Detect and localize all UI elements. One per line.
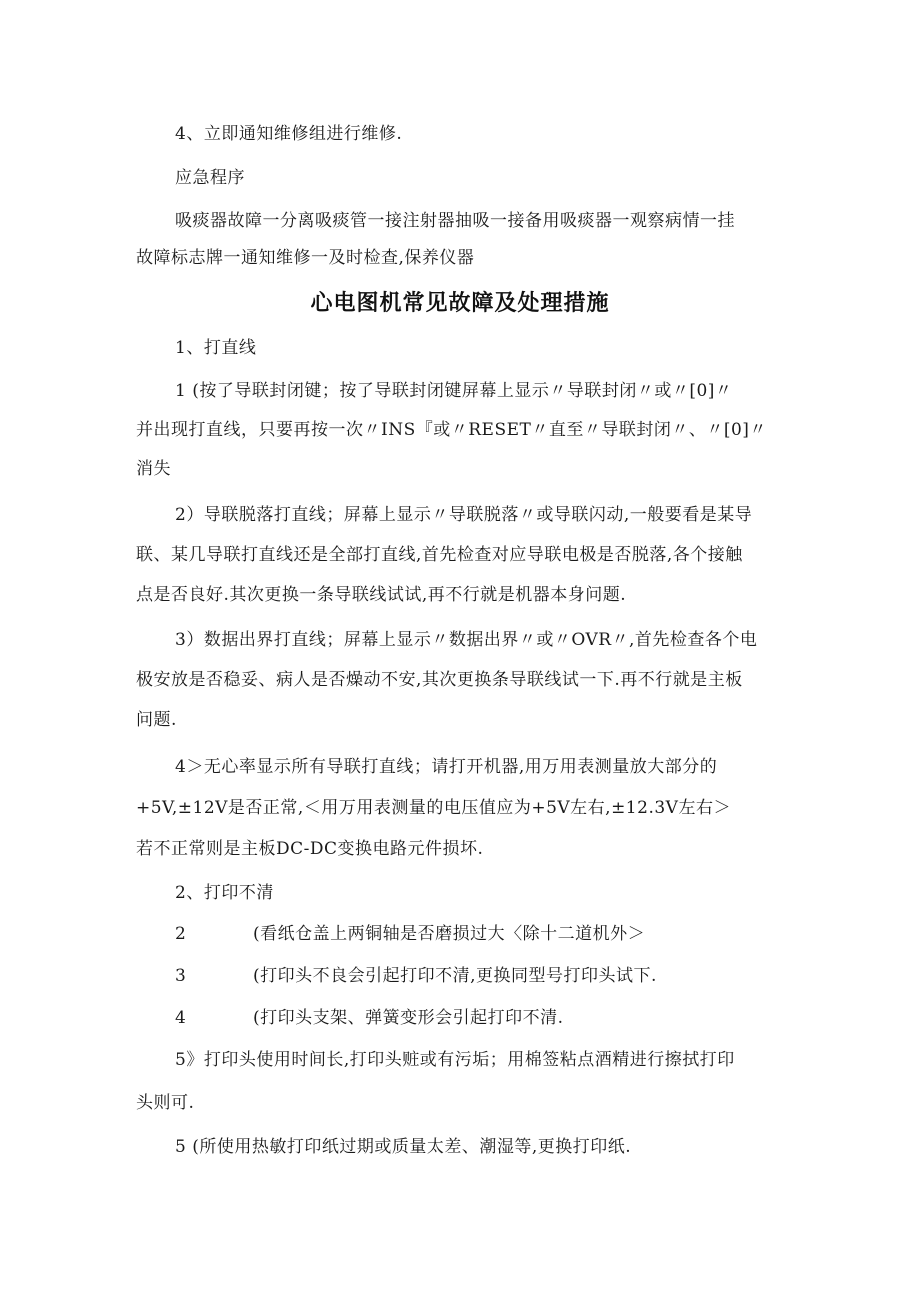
part-1-item-2-line-3: 点是否良好.其次更换一条导联线试试,再不行就是机器本身问题. [136, 585, 627, 605]
part-2-heading: 2、打印不清 [175, 883, 274, 903]
part-2-item-3 [175, 964, 657, 988]
part-1-item-3-line-3: 问题. [136, 710, 177, 730]
procedure-flow-line-1: 吸痰器故障一分离吸痰管一接注射器抽吸一接备用吸痰器一观察病情一挂 [175, 211, 735, 231]
part-1-item-1-line-1: 1 (按了导联封闭键；按了导联封闭键屏幕上显示〃导联封闭〃或〃[0]〃 [175, 381, 733, 401]
part-2-item-5a-line-1: 5》打印头使用时间长,打印头赃或有污垢；用棉签粘点酒精进行擦拭打印 [175, 1050, 735, 1070]
part-1-item-4-line-1: 4＞无心率显示所有导联打直线；请打开机器,用万用表测量放大部分的 [175, 757, 718, 777]
part-2-item-4-text: (打印头支架、弹簧变形会引起打印不清. [253, 1008, 564, 1028]
part-1-item-3-line-2: 极安放是否稳妥、病人是否燥动不安,其次更换条导联线试一下.再不行就是主板 [136, 670, 743, 690]
part-1-heading: 1、打直线 [175, 338, 257, 358]
part-2-item-2 [175, 922, 645, 946]
procedure-flow-line-2: 故障标志牌一通知维修一及时检查,保养仪器 [136, 248, 475, 268]
part-2-item-2-text: (看纸仓盖上两铜轴是否磨损过大〈除十二道机外＞ [253, 924, 646, 944]
part-1-item-4-line-2: +5V,±12V是否正常,＜用万用表测量的电压值应为+5V左右,±12.3V左右＞ [136, 798, 731, 818]
step-4-notify-repair: 4、立即通知维修组进行维修. [175, 124, 403, 144]
part-1-item-4-line-3: 若不正常则是主板DC-DC变换电路元件损坏. [136, 839, 484, 859]
part-2-item-3-number: 3 [175, 966, 187, 986]
part-1-item-1-line-3: 消失 [136, 459, 171, 479]
part-2-item-5b: 5 (所使用热敏打印纸过期或质量太差、潮湿等,更换打印纸. [175, 1137, 632, 1157]
part-1-item-2-line-2: 联、某几导联打直线还是全部打直线,首先检查对应导联电极是否脱落,各个接触 [136, 545, 743, 565]
part-1-item-1-line-2: 并出现打直线，只要再按一次〃INS『或〃RESET〃直至〃导联封闭〃、〃[0]〃 [136, 420, 767, 440]
part-2-item-4 [175, 1006, 564, 1030]
emergency-procedure-heading: 应急程序 [175, 168, 245, 188]
part-2-item-4-number: 4 [175, 1008, 187, 1028]
part-1-item-3-line-1: 3）数据出界打直线；屏幕上显示〃数据出界〃或〃OVR〃,首先检查各个电 [175, 630, 758, 650]
part-1-item-2-line-1: 2）导联脱落打直线；屏幕上显示〃导联脱落〃或导联闪动,一般要看是某导 [175, 505, 753, 525]
section-title: 心电图机常见故障及处理措施 [310, 291, 610, 316]
part-2-item-2-number: 2 [175, 924, 187, 944]
part-2-item-5a-line-2: 头则可. [136, 1093, 195, 1113]
part-2-item-3-text: (打印头不良会引起打印不清,更换同型号打印头试下. [253, 966, 657, 986]
